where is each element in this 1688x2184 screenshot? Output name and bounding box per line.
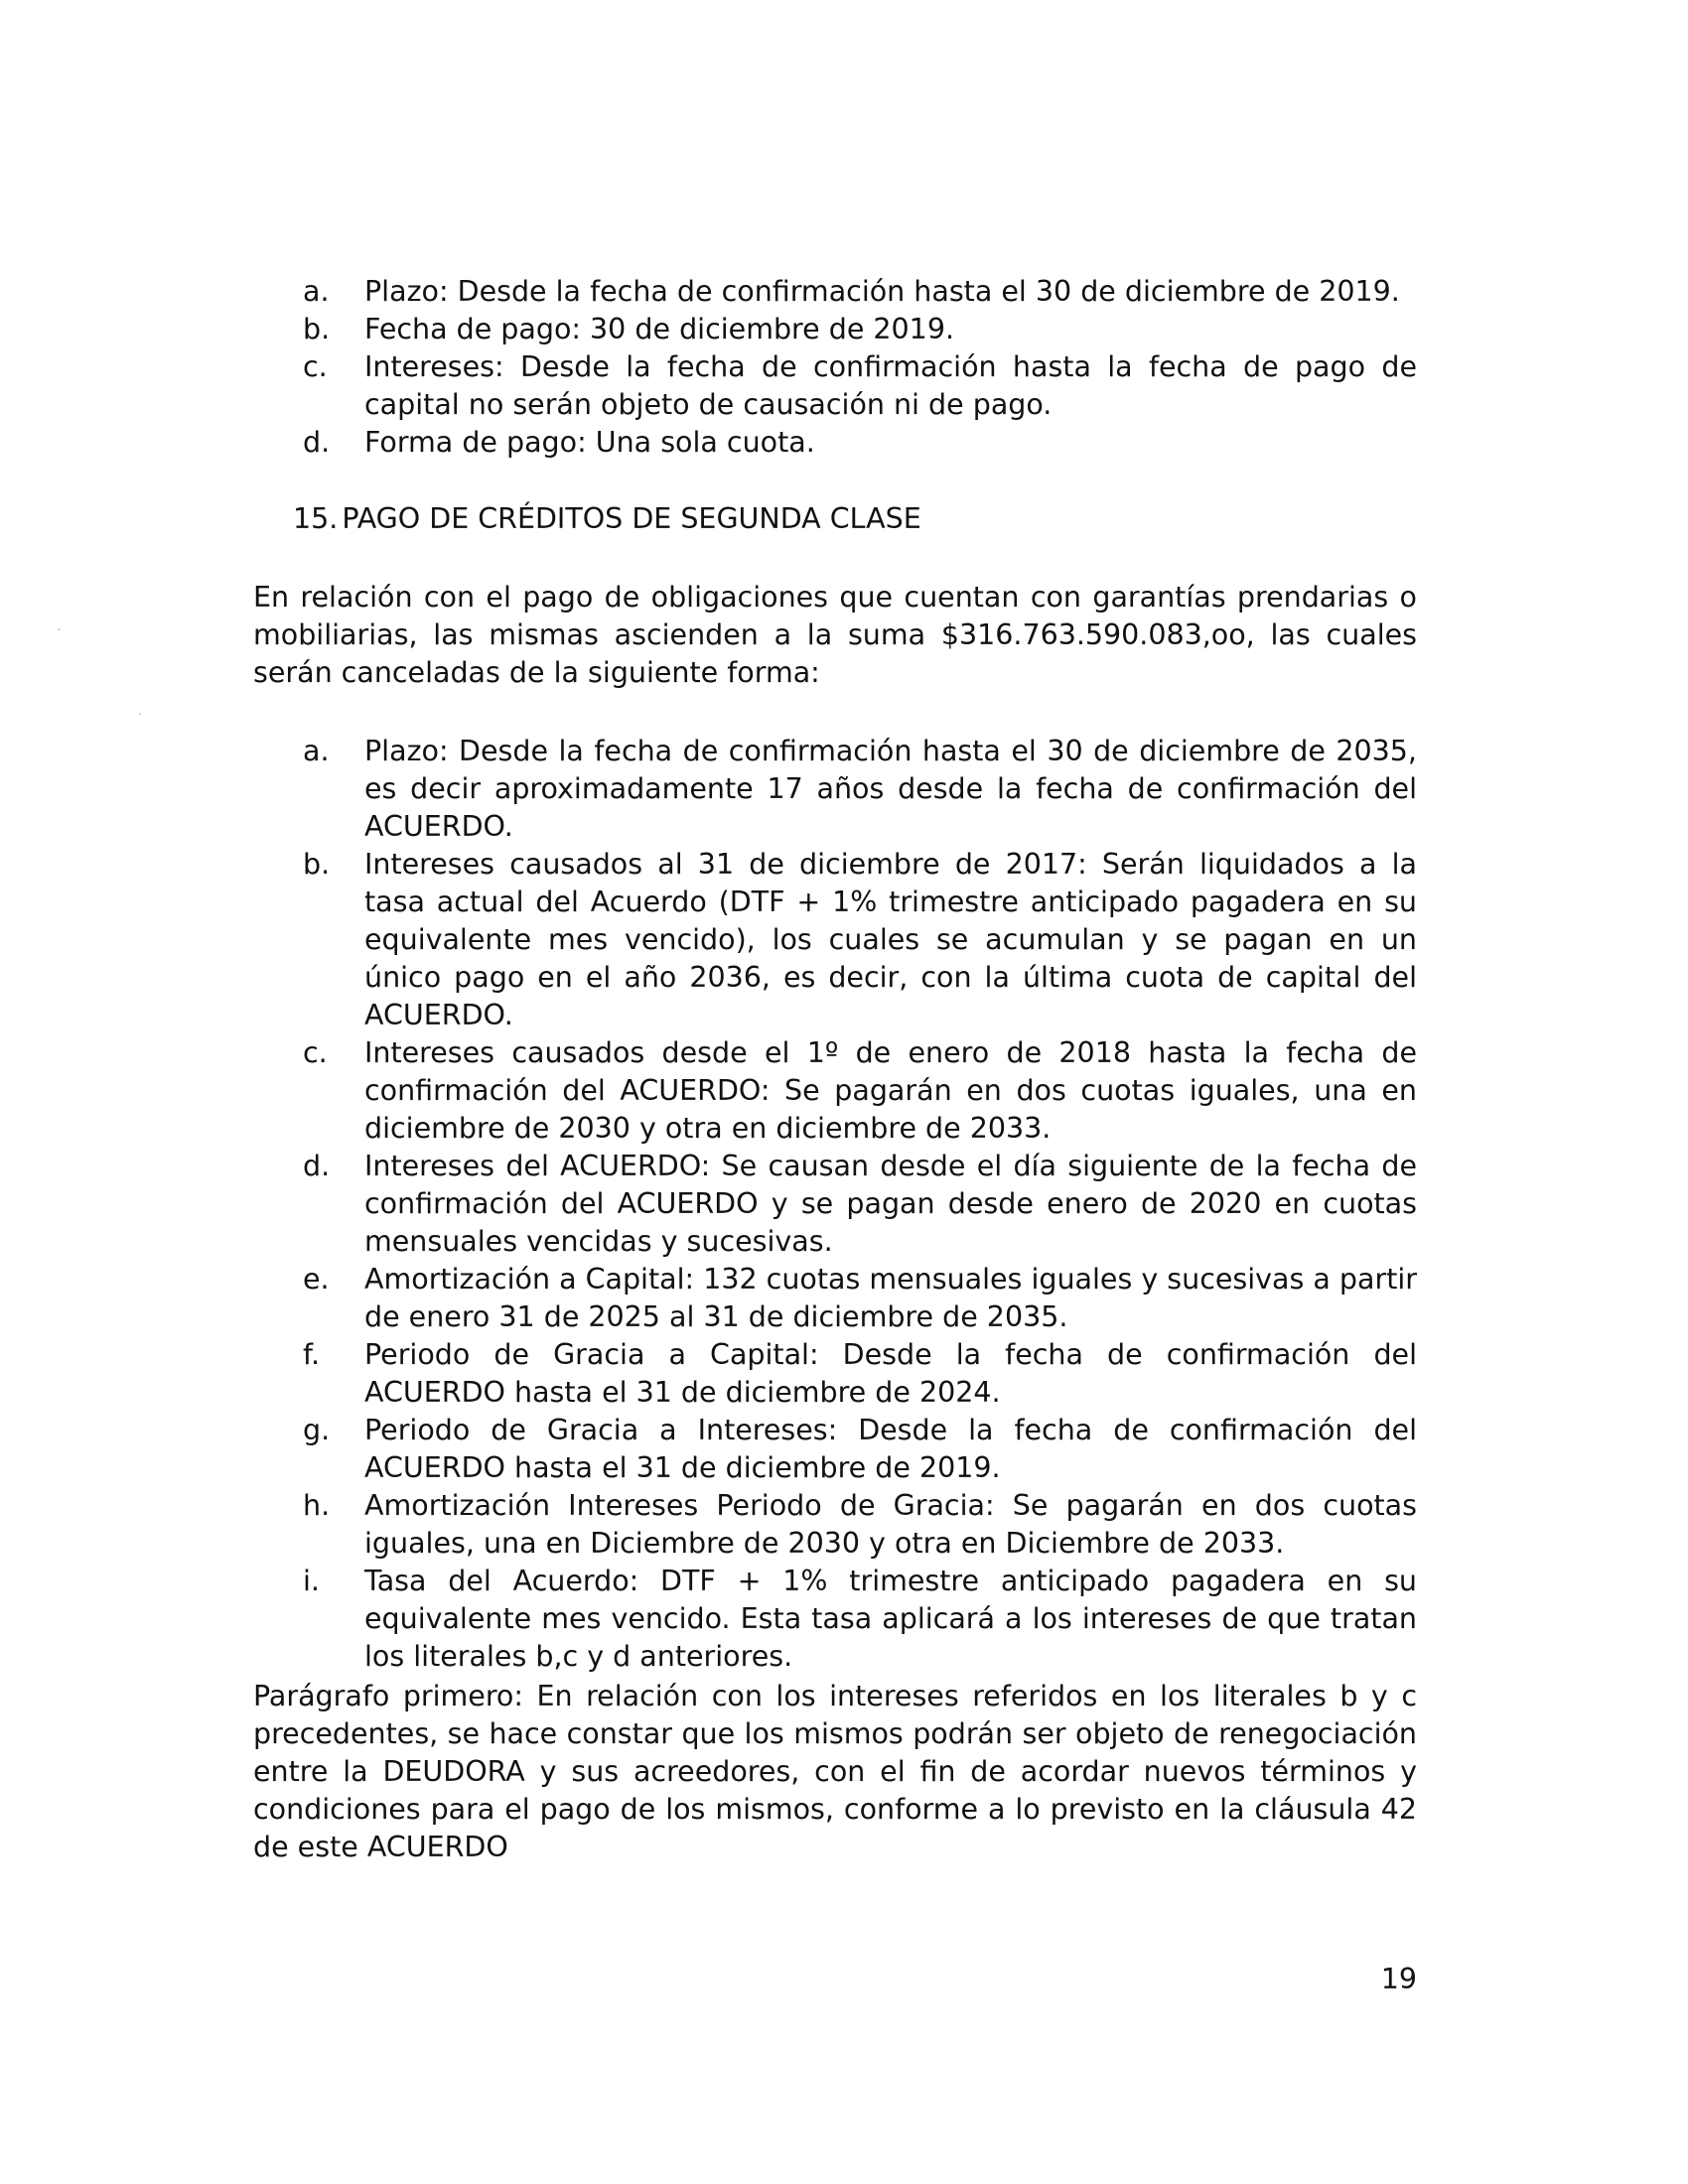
list-item [303,1034,1417,1148]
list-marker: a. [303,275,330,308]
list-marker: a. [303,735,330,767]
list-marker: d. [303,426,331,459]
list-marker: c. [303,1036,328,1069]
list-item-text: Amortización Intereses Periodo de Gracia: Se pagarán en dos cuotas iguales, una en Diciembre de 2030 y otra en Diciembre de 2033. [364,1489,1417,1560]
list-marker: b. [303,848,331,881]
list-item [303,1336,1417,1412]
list-item [303,733,1417,846]
list-marker: d. [303,1150,331,1182]
list-item [303,424,1417,462]
list-item-text: Periodo de Gracia a Intereses: Desde la fecha de confirmación del ACUERDO hasta el 31 de diciembre de 2019. [364,1414,1417,1484]
section-title: PAGO DE CRÉDITOS DE SEGUNDA CLASE [342,502,921,535]
list-item-text: Intereses del ACUERDO: Se causan desde el día siguiente de la fecha de confirmación del ACUERDO y se pagan desde enero de 2020 en cuotas mensuales vencidas y sucesivas. [364,1150,1417,1258]
list-item-text: Plazo: Desde la fecha de confirmación hasta el 30 de diciembre de 2019. [364,275,1400,308]
list-item [303,1563,1417,1676]
list-item-text: Fecha de pago: 30 de diciembre de 2019. [364,313,955,345]
list-item [303,1148,1417,1261]
list-marker: c. [303,350,328,383]
list-item [303,846,1417,1034]
list-item [303,1261,1417,1336]
list-item [303,1412,1417,1487]
list-item-text: Intereses causados desde el 1º de enero de 2018 hasta la fecha de confirmación del ACUERDO: Se pagarán en dos cuotas iguales, una en diciembre de 2030 y otra en diciembre de 2033. [364,1036,1417,1145]
list-marker: h. [303,1489,331,1522]
list-item [303,273,1417,311]
list-marker: g. [303,1414,331,1446]
list-item-text: Amortización a Capital: 132 cuotas mensuales iguales y sucesivas a partir de enero 31 de 2025 al 31 de diciembre de 2035. [364,1263,1418,1333]
intro-paragraph: En relación con el pago de obligaciones que cuentan con garantías prendarias o mobiliarias, las mismas ascienden a la suma $316.763.590.083,oo, las cuales serán canceladas de la siguiente forma: [253,581,1417,689]
list-marker: e. [303,1263,330,1296]
list-item-text: Periodo de Gracia a Capital: Desde la fecha de confirmación del ACUERDO hasta el 31 de diciembre de 2024. [364,1338,1417,1409]
scan-speck [139,713,141,715]
section-heading [293,500,921,538]
list-item [303,348,1417,424]
list-item-text: Intereses: Desde la fecha de confirmación hasta la fecha de pago de capital no serán objeto de causación ni de pago. [364,350,1417,421]
list-item-text: Forma de pago: Una sola cuota. [364,426,815,459]
list-item-text: Plazo: Desde la fecha de confirmación hasta el 30 de diciembre de 2035, es decir aproximadamente 17 años desde la fecha de confirmación del ACUERDO. [364,735,1417,843]
payment-terms-list-second-class [303,733,1417,1676]
closing-paragraph: Parágrafo primero: En relación con los intereses referidos en los literales b y c precedentes, se hace constar que los mismos podrán ser objeto de renegociación entre la DEUDORA y sus acreedores, con el fin de acordar nuevos términos y condiciones para el pago de los mismos, conforme a lo previsto en la cláusula 42 de este ACUERDO [253,1680,1417,1863]
page-number: 19 [1380,1963,1417,1995]
scan-speck [58,628,61,630]
section-number: 15. [293,502,339,535]
list-marker: f. [303,1338,321,1371]
list-item-text: Intereses causados al 31 de diciembre de 2017: Serán liquidados a la tasa actual del Acuerdo (DTF + 1% trimestre anticipado pagadera en su equivalente mes vencido), los cuales se acumulan y se pagan en un único pago en el año 2036, es decir, con la última cuota de capital del ACUERDO. [364,848,1417,1031]
list-item [303,1487,1417,1563]
list-marker: b. [303,313,331,345]
payment-terms-list-first-class [303,273,1417,462]
list-item [303,311,1417,348]
list-item-text: Tasa del Acuerdo: DTF + 1% trimestre anticipado pagadera en su equivalente mes vencido. Esta tasa aplicará a los intereses de que tratan los literales b,c y d anteriores. [364,1565,1417,1673]
list-marker: i. [303,1565,320,1597]
